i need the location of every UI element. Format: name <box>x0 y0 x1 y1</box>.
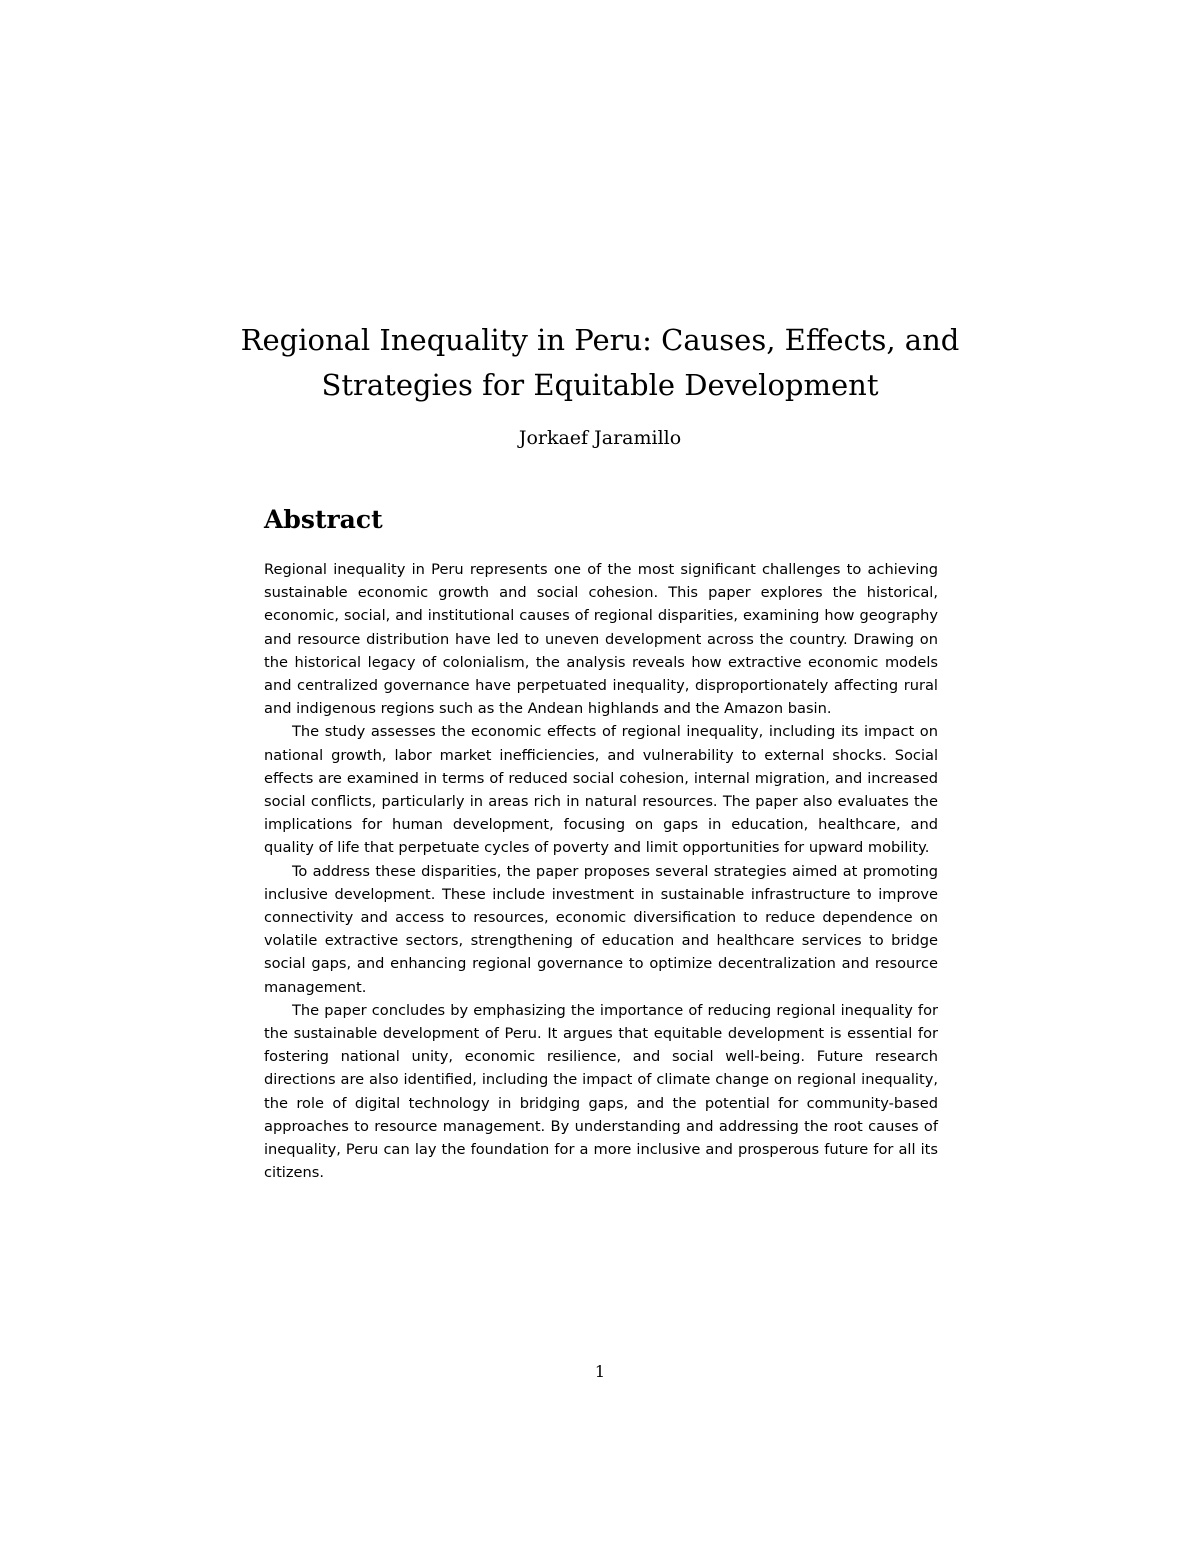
page-number: 1 <box>594 1362 606 1381</box>
abstract-paragraph-2: The study assesses the economic effects of regional inequality, including its impact on national growth, labor market inefficiencies, and vulnerability to external shocks. Social effects are examined in terms of reduced social cohesion, internal migration, and increased social conflicts, particularly in areas rich in natural resources. The paper also evaluates the implications for human development, focusing on gaps in education, healthcare, and quality of life that perpetuate cycles of poverty and limit opportunities for upward mobility. <box>264 723 938 857</box>
abstract-paragraph-3: To address these disparities, the paper proposes several strategies aimed at promoting inclusive development. These include investment in sustainable infrastructure to improve connectivity and access to resources, economic diversification to reduce dependence on volatile extractive sectors, strengthening of education and healthcare services to bridge social gaps, and enhancing regional governance to optimize decentralization and resource management. <box>264 862 938 996</box>
author-name: Jorkaef Jaramillo <box>518 427 682 449</box>
abstract-paragraph-1: Regional inequality in Peru represents one of the most significant challenges to achieving sustainable economic growth and social cohesion. This paper explores the historical, economic, social, and institutional causes of regional disparities, examining how geography and resource distribution have led to uneven development across the country. Drawing on the historical legacy of colonialism, the analysis reveals how extractive economic models and centralized governance have perpetuated inequality, disproportionately affecting rural and indigenous regions such as the Andean highlands and the Amazon basin. <box>264 561 938 718</box>
paper-title: Regional Inequality in Peru: Causes, Effects, and Strategies for Equitable Development <box>240 323 960 402</box>
abstract-heading: Abstract <box>264 505 383 534</box>
abstract-paragraph-4: The paper concludes by emphasizing the importance of reducing regional inequality for the sustainable development of Peru. It argues that equitable development is essential for fostering national unity, economic resilience, and social well-being. Future research directions are also identified, including the impact of climate change on regional inequality, the role of digital technology in bridging gaps, and the potential for community-based approaches to resource management. By understanding and addressing the root causes of inequality, Peru can lay the foundation for a more inclusive and prosperous future for all its citizens. <box>264 1001 938 1182</box>
abstract-body <box>264 558 938 1184</box>
